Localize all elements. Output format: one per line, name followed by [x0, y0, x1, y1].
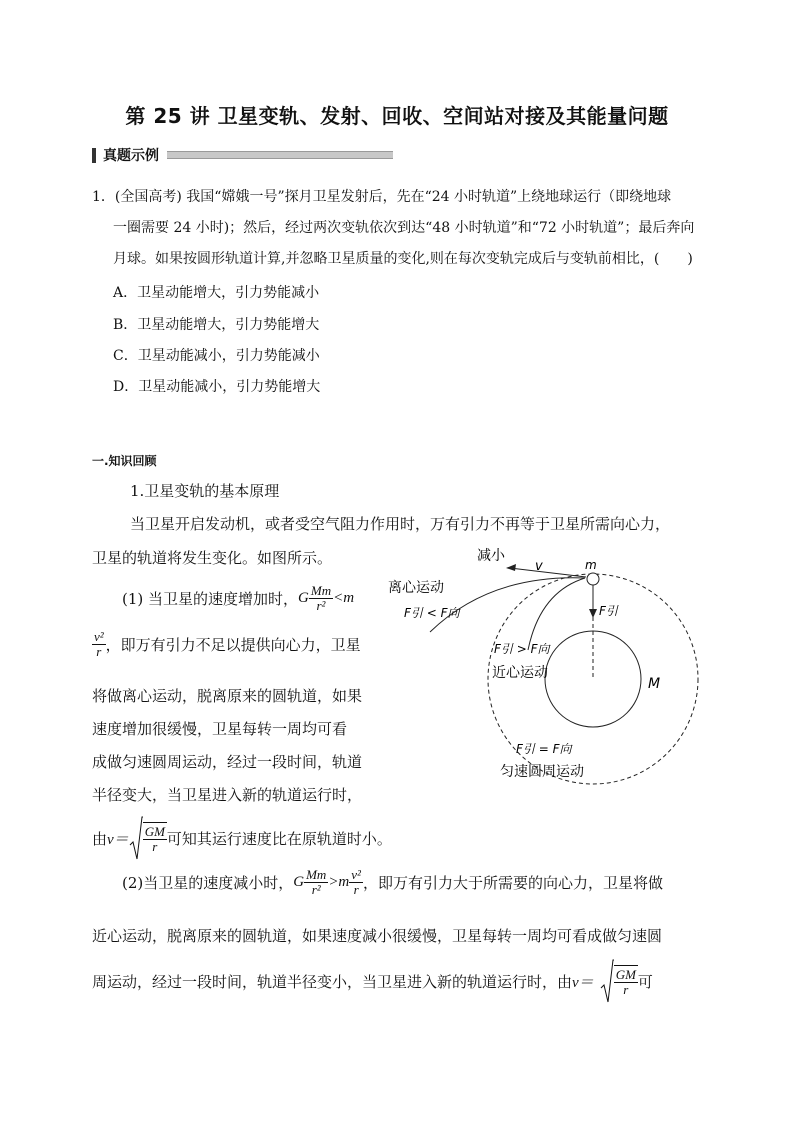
p3-line3-tail: 可	[637, 972, 653, 991]
label-f-large: F引 > F向	[494, 642, 550, 656]
label-centripetal: 近心运动	[492, 665, 548, 681]
option-b: B．卫星动能增大，引力势能增大	[113, 317, 320, 333]
p3-line3-text: 周运动，经过一段时间，轨道半径变小，当卫星进入新的轨道运行时，由	[92, 972, 573, 991]
p3-fraction-mm-r2	[304, 868, 328, 897]
question-line-1: 1．(全国高考) 我国“嫦娥一号”探月卫星发射后，先在“24 小时轨道”上绕地球运行（即绕地球	[92, 189, 672, 205]
label-f-yin: F引	[599, 604, 618, 618]
p3-frac-den: r²	[311, 882, 321, 897]
p2-compare: <m	[333, 590, 355, 606]
paragraph-2-line-2	[92, 630, 361, 659]
paragraph-2-line-1	[122, 584, 354, 613]
p2-lead: (1) 当卫星的速度增加时，	[122, 590, 299, 608]
label-f-small: F引 < F向	[404, 606, 460, 620]
paragraph-1-line-1: 当卫星开启发动机，或者受空气阻力作用时，万有引力不再等于卫星所需向心力，	[130, 515, 671, 533]
paragraph-2-line-7	[92, 815, 392, 861]
p2-v-eq: v＝	[107, 831, 129, 848]
paragraph-1-line-2: 卫星的轨道将发生变化。如图所示。	[92, 549, 333, 567]
p3-g: G	[293, 874, 305, 890]
p3-sqrt-frac	[614, 965, 638, 997]
paragraph-2-line-3: 将做离心运动，脱离原来的圆轨道，如果	[92, 687, 363, 705]
label-decrease: 减小	[477, 548, 505, 564]
paragraph-3-line-2: 近心运动，脱离原来的圆轨道，如果速度减小很缓慢，卫星每转一周均可看成做匀速圆	[92, 927, 663, 945]
option-d: D．卫星动能减小，引力势能增大	[113, 379, 321, 395]
page-title: 第 25 讲 卫星变轨、发射、回收、空间站对接及其能量问题	[125, 104, 669, 128]
p3-lead: (2)当卫星的速度减小时，	[122, 874, 294, 892]
question-line-3: 月球。如果按圆形轨道计算,并忽略卫星质量的变化,则在每次变轨完成后与变轨前相比，( )	[113, 251, 693, 267]
paragraph-3-line-3	[92, 958, 653, 1004]
review-heading: 一.知识回顾	[92, 454, 157, 468]
p2-sqrt-num: GM	[144, 824, 165, 839]
velocity-arrow-icon	[506, 564, 516, 571]
p2-sqrt-frac	[143, 822, 167, 854]
label-uniform: 匀速圆周运动	[500, 764, 584, 780]
centrifugal-path	[430, 578, 585, 632]
p2-line7-lead: 由	[92, 829, 108, 848]
section-label: 真题示例	[103, 148, 159, 164]
p2-g: G	[298, 590, 309, 606]
p2-sqrt-gm-r	[129, 815, 167, 861]
p3-sqrt-num: GM	[615, 967, 636, 982]
option-c: C．卫星动能减小，引力势能减小	[113, 348, 320, 364]
label-earth-mass: M	[648, 676, 661, 692]
review-subheading: 1.卫星变轨的基本原理	[130, 482, 280, 500]
p3-v-eq: v＝	[572, 974, 594, 991]
section-divider	[167, 151, 393, 159]
centripetal-path	[528, 578, 585, 650]
p3-compare: >m	[328, 874, 350, 890]
p2-frac2-num: v²	[94, 629, 104, 644]
question-line-2: 一圈需要 24 小时)；然后，经过两次变轨依次到达“48 小时轨道”和“72 小时轨道”；最后奔向	[113, 220, 695, 236]
p2-sqrt-den: r	[152, 839, 158, 854]
section-marker	[92, 148, 96, 163]
label-centrifugal: 离心运动	[388, 580, 444, 596]
p3-fraction-v2-r	[349, 868, 363, 897]
p3-tail: ，即万有引力大于所需要的向心力，卫星将做	[362, 874, 663, 892]
label-f-equal: F引 = F向	[516, 742, 572, 756]
p2-frac2-den: r	[96, 644, 102, 659]
p3-frac-num: Mm	[306, 867, 327, 882]
p2-frac-num: Mm	[310, 583, 332, 598]
p2-tail: ，即万有引力不足以提供向心力，卫星	[105, 636, 361, 654]
satellite-icon	[587, 573, 599, 585]
p2-line7-tail: 可知其运行速度比在原轨道时小。	[166, 829, 392, 848]
p2-fraction-v2-r	[92, 630, 106, 659]
paragraph-3-line-1	[122, 868, 663, 897]
option-a: A．卫星动能增大，引力势能减小	[113, 285, 320, 301]
paragraph-2-line-6: 半径变大，当卫星进入新的轨道运行时，	[92, 786, 363, 804]
velocity-line	[510, 568, 586, 577]
p2-frac-den: r²	[316, 598, 326, 613]
p3-sqrt-gm-r	[600, 958, 638, 1004]
p2-fraction-mm-r2	[309, 584, 333, 613]
p3-frac2-den: r	[353, 882, 359, 897]
orbit-diagram	[380, 540, 720, 790]
label-m: m	[585, 558, 597, 572]
sqrt-sign-icon	[129, 815, 143, 861]
paragraph-2-line-4: 速度增加很缓慢，卫星每转一周均可看	[92, 720, 348, 738]
gravity-arrow-icon	[589, 609, 597, 618]
label-v: v	[535, 559, 543, 574]
sqrt-sign-icon	[600, 958, 614, 1004]
paragraph-2-line-5: 成做匀速圆周运动，经过一段时间，轨道	[92, 753, 363, 771]
p3-sqrt-den: r	[623, 982, 629, 997]
p3-frac2-num: v²	[351, 867, 361, 882]
section-header	[92, 145, 393, 165]
